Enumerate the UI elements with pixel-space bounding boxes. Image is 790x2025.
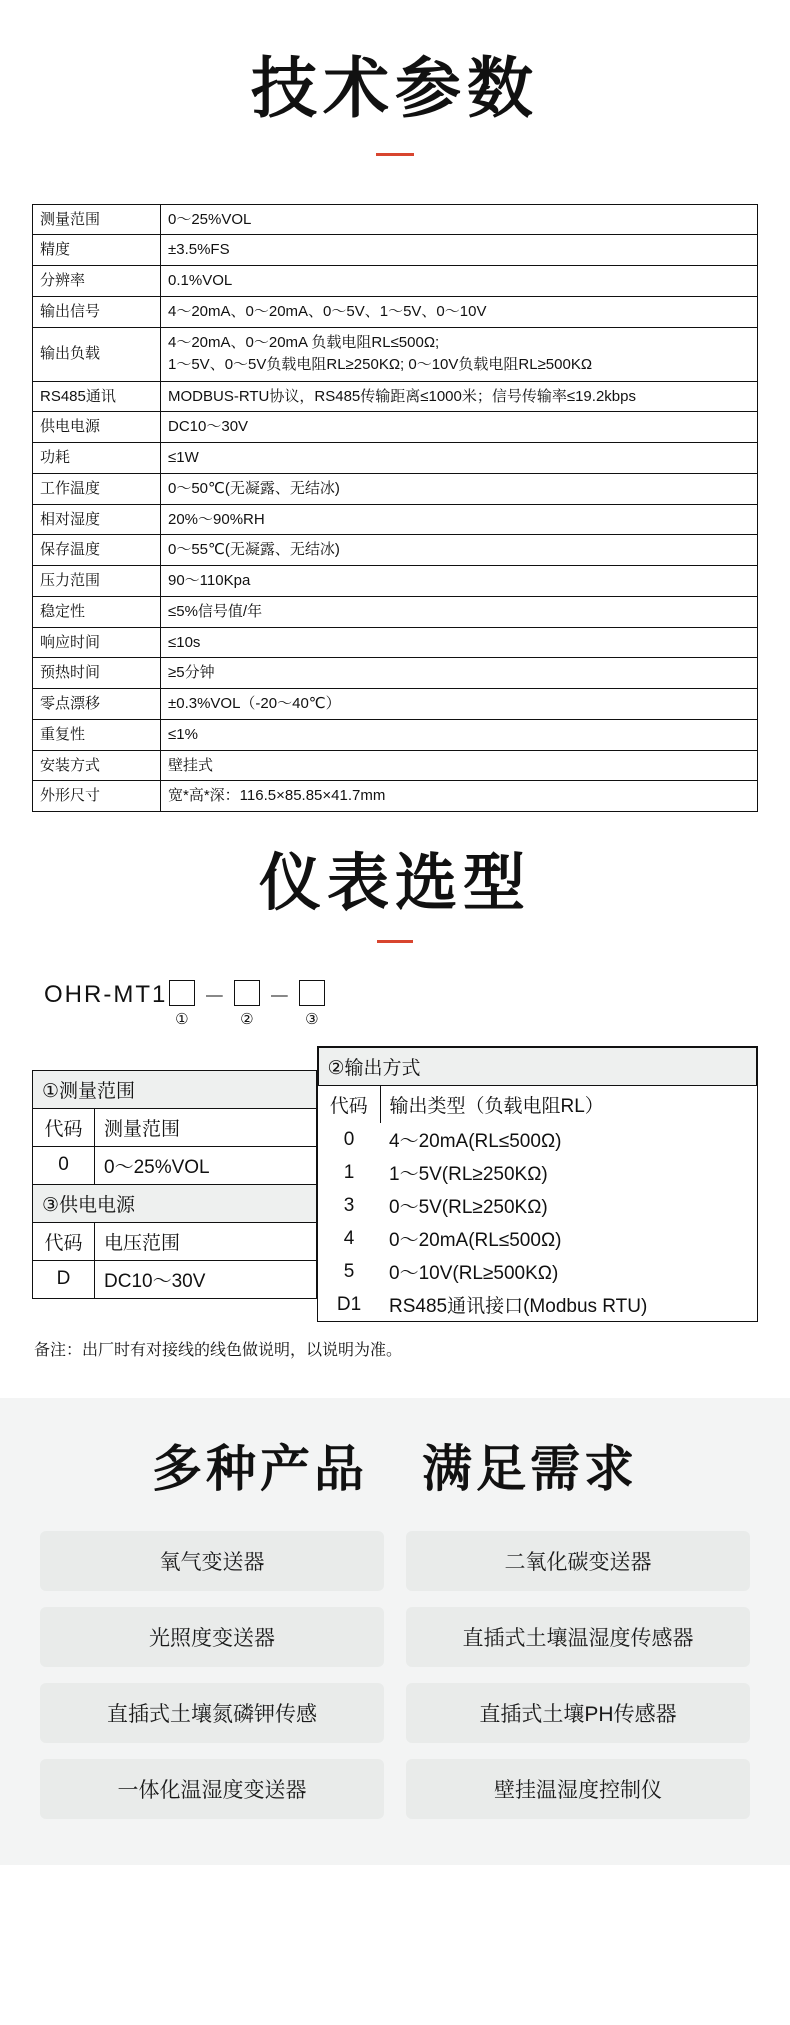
range-section-header: ①测量范围 (33, 1070, 317, 1108)
model-code-builder (44, 977, 790, 1028)
page-title-model: 仪表选型 (258, 849, 531, 919)
column-header-code: 代码 (33, 1108, 95, 1146)
output-code: D1 (336, 1293, 362, 1315)
title-divider-model (377, 940, 413, 943)
model-code-slot-1[interactable] (169, 977, 195, 1028)
table-row (33, 1146, 317, 1184)
products-section (0, 1398, 790, 1865)
spec-key: 输出信号 (33, 296, 161, 327)
table-row (33, 473, 758, 504)
output-type: RS485通讯接口(Modbus RTU) (389, 1296, 648, 1318)
table-row (33, 689, 758, 720)
spec-value: ≤5%信号值/年 (161, 596, 758, 627)
table-row (33, 1070, 317, 1108)
range-value: 0～25%VOL (95, 1146, 317, 1184)
model-left-column (32, 1047, 317, 1322)
title-divider-spec (376, 153, 414, 156)
table-row (33, 596, 758, 627)
table-row (33, 412, 758, 443)
table-row (318, 1086, 757, 1124)
spec-value: ≥5分钟 (161, 658, 758, 689)
table-row (33, 381, 758, 412)
spec-key: 保存温度 (33, 535, 161, 566)
table-row (33, 1108, 317, 1146)
table-row (32, 1047, 758, 1322)
table-row (33, 535, 758, 566)
product-link-soil-npk[interactable]: 直插式土壤氮磷钾传感 (40, 1683, 384, 1743)
spec-value: ≤1W (161, 443, 758, 474)
output-type: 0～5V(RL≥250KΩ) (389, 1197, 548, 1219)
output-code: 4 (343, 1227, 355, 1249)
model-selection-table (32, 1046, 758, 1322)
model-code-slots (167, 977, 327, 1028)
spec-key: 相对湿度 (33, 504, 161, 535)
spec-key: 预热时间 (33, 658, 161, 689)
spec-key: 压力范围 (33, 566, 161, 597)
spec-table-wrap (32, 204, 758, 813)
model-code-dash: － (203, 984, 227, 1010)
model-output-table (318, 1047, 758, 1321)
product-link-co2[interactable]: 二氧化碳变送器 (406, 1531, 750, 1591)
model-code-box[interactable] (299, 980, 325, 1006)
output-type: 0～20mA(RL≤500Ω) (389, 1230, 562, 1252)
spec-value: 壁挂式 (161, 750, 758, 781)
power-code: D (33, 1260, 95, 1298)
model-code-slot-2[interactable] (234, 977, 260, 1028)
spec-value: 0～55℃(无凝露、无结冰) (161, 535, 758, 566)
product-link-soil-temp-humidity[interactable]: 直插式土壤温湿度传感器 (406, 1607, 750, 1667)
table-row (33, 204, 758, 235)
spec-key: 工作温度 (33, 473, 161, 504)
table-row (33, 235, 758, 266)
output-code: 3 (343, 1194, 355, 1216)
product-link-soil-ph[interactable]: 直插式土壤PH传感器 (406, 1683, 750, 1743)
spec-key: 供电电源 (33, 412, 161, 443)
power-section-header: ③供电电源 (33, 1184, 317, 1222)
table-row (33, 658, 758, 689)
spec-key: 功耗 (33, 443, 161, 474)
model-table-wrap (32, 1046, 758, 1322)
spec-key: 稳定性 (33, 596, 161, 627)
spec-value: MODBUS-RTU协议，RS485传输距离≤1000米；信号传输率≤19.2kbps (161, 381, 758, 412)
table-row (33, 750, 758, 781)
spec-key: 重复性 (33, 719, 161, 750)
output-code: 5 (343, 1260, 355, 1282)
page-title-spec: 技术参数 (251, 51, 539, 125)
spec-value: 宽*高*深：116.5×85.85×41.7mm (161, 781, 758, 812)
spec-key: 分辨率 (33, 266, 161, 297)
spec-key: 响应时间 (33, 627, 161, 658)
spec-key: 安装方式 (33, 750, 161, 781)
model-table-note: 备注：出厂时有对接线的线色做说明，以说明为准。 (34, 1342, 403, 1360)
table-row (33, 296, 758, 327)
spec-value: 4～20mA、0～20mA、0～5V、1～5V、0～10V (161, 296, 758, 327)
product-grid (40, 1531, 750, 1819)
table-row (33, 1222, 317, 1260)
product-link-illuminance[interactable]: 光照度变送器 (40, 1607, 384, 1667)
model-code-prefix: OHR-MT1 (44, 981, 168, 1009)
table-row (318, 1156, 757, 1189)
output-code: 0 (343, 1128, 355, 1150)
output-type: 0～10V(RL≥500KΩ) (389, 1263, 559, 1285)
spec-value: ±0.3%VOL（-20～40℃） (161, 689, 758, 720)
product-link-oxygen[interactable]: 氧气变送器 (40, 1531, 384, 1591)
spec-table (32, 204, 758, 813)
power-value: DC10～30V (95, 1260, 317, 1298)
spec-value: ±3.5%FS (161, 235, 758, 266)
spec-key: 输出负载 (33, 327, 161, 381)
spec-value: 90～110Kpa (161, 566, 758, 597)
spec-value-multiline (161, 327, 758, 381)
page-title-products: 多种产品 满足需求 (152, 1440, 638, 1497)
column-header-code: 代码 (318, 1086, 380, 1124)
product-link-wall-mount-controller[interactable]: 壁挂温湿度控制仪 (406, 1759, 750, 1819)
output-section-header: ②输出方式 (318, 1048, 757, 1086)
model-code-box[interactable] (234, 980, 260, 1006)
spec-value: 20%～90%RH (161, 504, 758, 535)
spec-value: 0～50℃(无凝露、无结冰) (161, 473, 758, 504)
table-row (33, 1260, 317, 1298)
model-code-slot-number: ② (240, 1011, 255, 1029)
output-code: 1 (343, 1161, 355, 1183)
table-row (33, 504, 758, 535)
column-header-voltage: 电压范围 (95, 1222, 317, 1260)
spec-value: DC10～30V (161, 412, 758, 443)
model-code-dash: － (268, 984, 292, 1010)
table-row (33, 566, 758, 597)
table-row (33, 327, 758, 381)
model-right-column (317, 1047, 758, 1322)
table-row (318, 1189, 757, 1222)
column-header-output-type: 输出类型（负载电阻RL） (389, 1096, 604, 1118)
table-row (318, 1288, 757, 1321)
product-link-integrated-temp-humidity[interactable]: 一体化温湿度变送器 (40, 1759, 384, 1819)
column-header-range: 测量范围 (95, 1108, 317, 1146)
table-row (33, 781, 758, 812)
spec-value-line: 1～5V、0～5V负载电阻RL≥250KΩ; 0～10V负载电阻RL≥500KΩ (168, 356, 593, 374)
table-row (33, 266, 758, 297)
spec-value: ≤10s (161, 627, 758, 658)
spec-key: 测量范围 (33, 204, 161, 235)
table-row (33, 627, 758, 658)
spec-value: 0～25%VOL (161, 204, 758, 235)
table-row (33, 1184, 317, 1222)
spec-value: ≤1% (161, 719, 758, 750)
table-row (33, 443, 758, 474)
table-row (318, 1255, 757, 1288)
model-code-slot-number: ① (175, 1011, 190, 1029)
spec-key: 精度 (33, 235, 161, 266)
column-header-code: 代码 (33, 1222, 95, 1260)
table-row (33, 719, 758, 750)
model-range-table (32, 1070, 317, 1299)
spec-value: 0.1%VOL (161, 266, 758, 297)
table-row (318, 1123, 757, 1156)
output-type: 4～20mA(RL≤500Ω) (389, 1131, 562, 1153)
spec-key: 外形尺寸 (33, 781, 161, 812)
model-code-slot-3[interactable] (299, 977, 325, 1028)
range-code: 0 (33, 1146, 95, 1184)
table-row (318, 1222, 757, 1255)
table-row (318, 1048, 757, 1086)
spec-value-line: 4～20mA、0～20mA 负载电阻RL≤500Ω; (168, 333, 440, 351)
output-type: 1～5V(RL≥250KΩ) (389, 1164, 548, 1186)
model-code-box[interactable] (169, 980, 195, 1006)
model-code-slot-number: ③ (305, 1011, 320, 1029)
spec-key: 零点漂移 (33, 689, 161, 720)
spec-key: RS485通讯 (33, 381, 161, 412)
